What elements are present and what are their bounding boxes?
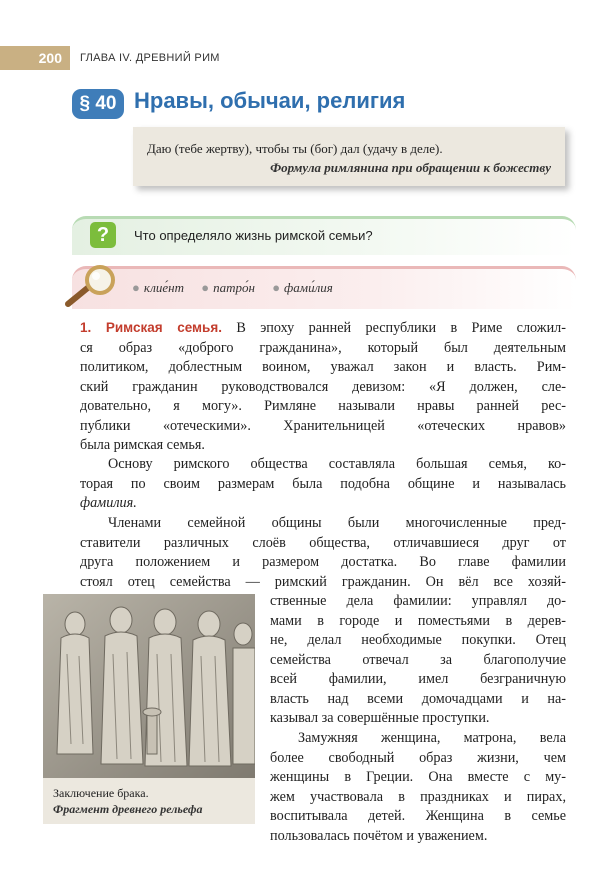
text-line: мами в городе и поместьями в дерев- (270, 612, 566, 629)
text-line: торая по своим размерам была подобна общине и называлась (80, 475, 566, 492)
text-line: более свободный образ жизни, чем (270, 749, 566, 766)
page-number: 200 (0, 46, 70, 70)
section-paragraph-2 (80, 455, 566, 514)
figure-relief (43, 594, 255, 824)
paragraph-badge: § 40 (72, 89, 124, 119)
text-line: воспитывала детей. Женщина в семье (270, 808, 566, 824)
text-line: казывал за совершённые проступки. (270, 710, 490, 726)
question-bar (72, 216, 576, 255)
section-paragraph-3-cont (270, 592, 566, 729)
term-item: клие́нт (143, 280, 184, 295)
text-line: Замужняя женщина, матрона, вела (298, 730, 566, 746)
figure-source: Фрагмент древнего рельефа (53, 802, 203, 816)
text-line: Членами семейной общины были многочисленные пред- (108, 515, 566, 531)
epigraph-source: Формула римлянина при обращении к божеству (270, 160, 551, 175)
text-line: пользовалась почётом и уважением. (270, 827, 488, 844)
text-line: была римская семья. (80, 437, 205, 453)
magnifier-icon (62, 264, 120, 310)
terms-list: ● клие́нт ● патро́н ● фами́лия (132, 280, 333, 295)
text-line: семейства отвечал за благополучие (270, 651, 566, 668)
page-title: Нравы, обычаи, религия (134, 88, 406, 113)
question-text: Что определяло жизнь римской семьи? (134, 228, 373, 243)
section-heading: 1. Римская семья. (80, 320, 222, 335)
text-line: фамилия. (80, 495, 137, 511)
text-line: женщины в Греции. Она вместе с му- (270, 769, 566, 785)
text-line: ставители различных слоёв общества, отличавшиеся друг от (80, 534, 566, 551)
text-line: всей фамилии, имел безграничную (270, 671, 566, 687)
epigraph-text: Даю (тебе жертву), чтобы ты (бог) дал (удачу в деле). (147, 141, 443, 156)
section-paragraph-3 (80, 514, 566, 592)
text-line: не, делал необходимые покупки. Отец (270, 632, 566, 648)
text-line: В эпоху ранней республики в Риме сложил- (236, 320, 566, 336)
text-line: жем участвовала в праздниках и пирах, (270, 788, 566, 805)
text-line: власть над всеми домочадцами и на- (270, 690, 566, 707)
text-line: публики «отеческими». Хранительницей «отеческих нравов» (80, 417, 566, 434)
text-line: довательно, я могу». Римляне называли нравы ранней рес- (80, 398, 566, 414)
section-paragraph-4 (270, 729, 566, 846)
text-line: Основу римского общества составляла большая семья, ко- (108, 456, 566, 472)
term-item: фами́лия (284, 280, 333, 295)
text-line: ский гражданин руководствовался девизом: «Я должен, сле- (80, 378, 566, 395)
section-paragraph-1 (80, 318, 566, 456)
text-line: друга положением и размером достатка. Во главе фамилии (80, 554, 566, 570)
text-line: стоял отец семейства — римский гражданин. Он вёл все хозяй- (80, 573, 566, 590)
question-icon: ? (90, 222, 116, 248)
term-item: патро́н (213, 280, 255, 295)
text-line: ственные дела фамилии: управлял до- (270, 593, 566, 609)
epigraph-box (133, 127, 565, 186)
chapter-title: ГЛАВА IV. ДРЕВНИЙ РИМ (80, 52, 220, 64)
text-line: политиком, доблестным воином, уважал закон и власть. Рим- (80, 359, 566, 375)
relief-image (43, 594, 255, 778)
figure-caption: Заключение брака. (53, 786, 149, 800)
text-line: ся образ «доброго гражданина», который был деятельным (80, 339, 566, 356)
